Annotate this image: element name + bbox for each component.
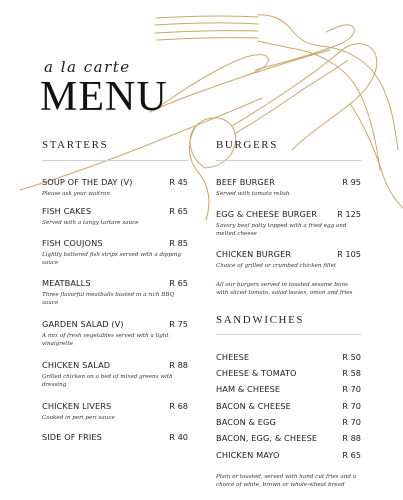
item-name: MEATBALLS [42,278,91,288]
item-name: BACON & EGG [216,417,276,427]
item-price: R 58 [342,368,361,378]
item-price: R 88 [169,360,188,370]
burgers-note: All our burgers served in toasted sesame buns with sliced tomato, salad leaves, onion and fries [216,282,353,297]
item-description: A mix of fresh vegetables served with a light vinaigrette [42,333,169,348]
starters-divider [42,160,188,161]
item-price: R 68 [169,401,188,411]
menu-item-sandwich [216,384,361,394]
item-price: R 65 [169,278,188,288]
item-description: Served with tomato relish [216,191,290,197]
item-description: Savory beef patty topped with a fried egg and melted cheese [216,223,347,238]
menu-item-sandwich [216,433,361,443]
item-description: Cooked in peri peri sauce [42,415,115,421]
item-description: Grilled chicken on a bed of mixed greens with dressing [42,374,173,389]
menu-item-burger [216,177,361,198]
item-price: R 50 [342,352,361,362]
menu-item-starter [42,206,188,227]
item-price: R 70 [342,401,361,411]
item-price: R 105 [337,249,361,259]
menu-item-starter [42,177,188,198]
item-description: Please ask your waitron [42,191,110,197]
item-price: R 85 [169,238,188,248]
item-name: GARDEN SALAD (V) [42,319,124,329]
item-name: CHICKEN MAYO [216,450,280,460]
item-name: EGG & CHEESE BURGER [216,209,318,219]
item-name: SIDE OF FRIES [42,432,102,442]
item-name: CHEESE & TOMATO [216,368,297,378]
item-price: R 45 [169,177,188,187]
item-name: SOUP OF THE DAY (V) [42,177,133,187]
menu-title: MENU [40,74,168,120]
burgers-divider [216,160,361,161]
menu-item-starter [42,401,188,422]
item-price: R 95 [342,177,361,187]
menu-item-sandwich [216,417,361,427]
item-description: Choice of grilled or crumbed chicken fillet [216,263,337,269]
item-name: CHICKEN SALAD [42,360,111,370]
item-name: HAM & CHEESE [216,384,281,394]
item-price: R 70 [342,417,361,427]
sandwiches-heading: SANDWICHES [216,314,305,326]
menu-item-starter [42,432,188,442]
menu-item-starter [42,360,188,390]
item-name: FISH COUJONS [42,238,103,248]
item-price: R 40 [169,432,188,442]
item-name: BEEF BURGER [216,177,275,187]
item-name: CHEESE [216,352,250,362]
menu-item-sandwich [216,450,361,460]
menu-item-starter [42,238,188,268]
menu-script-subtitle: a la carte [44,58,131,76]
menu-item-starter [42,319,188,349]
menu-item-burger [216,209,361,239]
item-price: R 65 [169,206,188,216]
burgers-heading: BURGERS [216,139,278,151]
item-price: R 70 [342,384,361,394]
item-name: BACON, EGG, & CHEESE [216,433,318,443]
menu-item-starter [42,278,188,308]
item-description: Three flavorful meatballs basted in a rich BBQ sauce [42,292,175,307]
item-price: R 75 [169,319,188,329]
item-description: Lightly battered fish strips served with a dipping sauce [42,252,182,267]
item-name: BACON & CHEESE [216,401,291,411]
item-price: R 65 [342,450,361,460]
item-name: CHICKEN LIVERS [42,401,112,411]
sandwiches-divider [216,334,361,335]
menu-item-sandwich [216,368,361,378]
item-name: CHICKEN BURGER [216,249,292,259]
starters-heading: STARTERS [42,139,109,151]
menu-item-sandwich [216,352,361,362]
item-description: Served with a tangy tartare sauce [42,220,139,226]
sandwiches-note: Plain or toasted, served with hand cut fries and a choice of white, brown or whole-wheat bread [216,474,357,489]
item-name: FISH CAKES [42,206,92,216]
item-price: R 88 [342,433,361,443]
menu-item-burger [216,249,361,270]
menu-item-sandwich [216,401,361,411]
item-price: R 125 [337,209,361,219]
